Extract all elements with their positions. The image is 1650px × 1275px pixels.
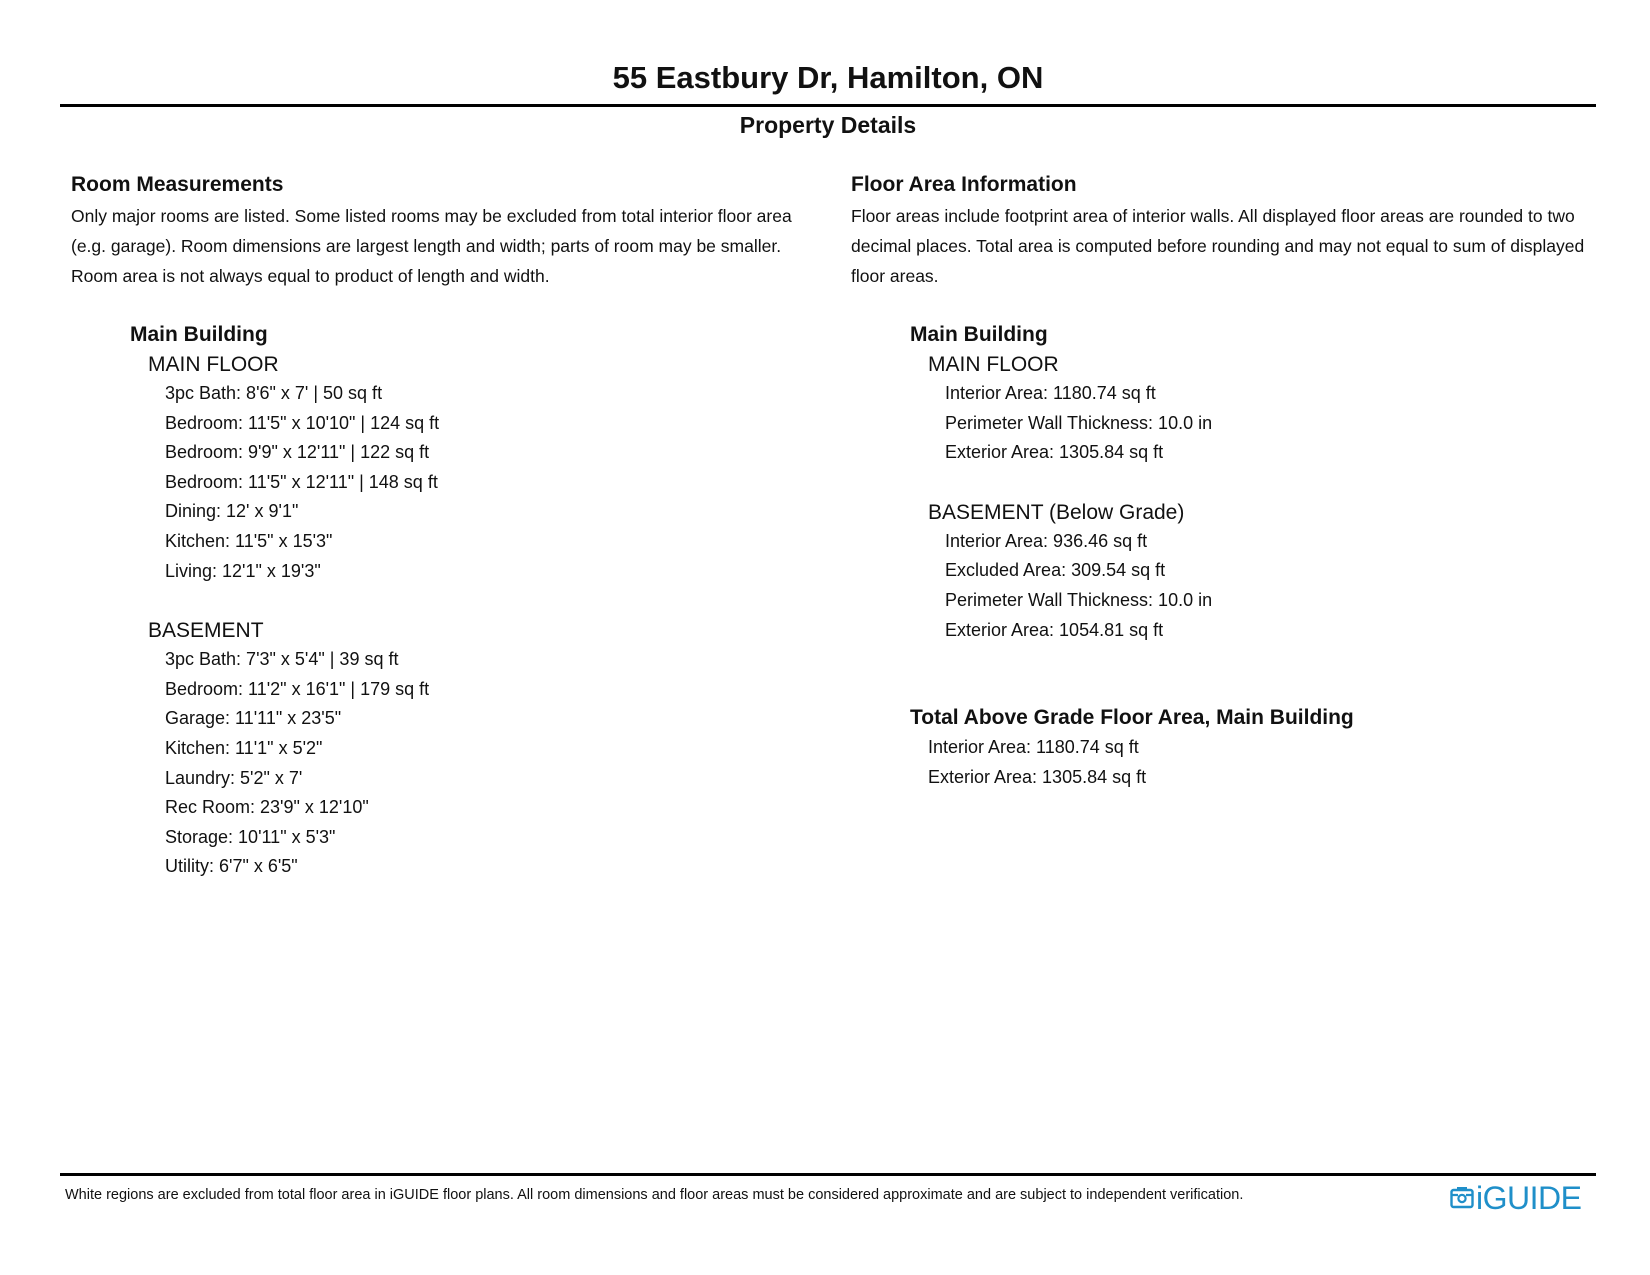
area-row: Interior Area: 936.46 sq ft [945, 530, 1148, 551]
page-title: 55 Eastbury Dr, Hamilton, ON [612, 60, 1044, 95]
total-area-row: Exterior Area: 1305.84 sq ft [928, 766, 1147, 787]
note-line: Floor areas include footprint area of interior walls. All displayed floor areas are rounded to two [851, 206, 1575, 226]
room-row: Living: 12'1" x 19'3" [165, 560, 321, 581]
floor-area-heading: Floor Area Information [851, 173, 1077, 196]
room-row: 3pc Bath: 7'3" x 5'4" | 39 sq ft [165, 649, 399, 670]
room-measurements-note [71, 201, 811, 291]
iguide-camera-icon [1450, 1186, 1474, 1210]
title-divider [60, 104, 1596, 107]
room-row: Storage: 10'11" x 5'3" [165, 826, 336, 847]
room-row: Bedroom: 11'5" x 10'10" | 124 sq ft [165, 412, 440, 433]
room-row: Utility: 6'7" x 6'5" [165, 856, 298, 877]
room-row: 3pc Bath: 8'6" x 7' | 50 sq ft [165, 383, 383, 403]
note-line: decimal places. Total area is computed before rounding and may not equal to sum of displayed [851, 236, 1585, 256]
note-line: (e.g. garage). Room dimensions are largest length and width; parts of room may be smaller. [71, 236, 782, 256]
floor-heading-basement: BASEMENT (Below Grade) [928, 500, 1185, 524]
note-line: floor areas. [851, 266, 939, 286]
floor-heading-main: MAIN FLOOR [148, 353, 279, 376]
room-row: Bedroom: 11'2" x 16'1" | 179 sq ft [165, 678, 430, 699]
total-area-row: Interior Area: 1180.74 sq ft [928, 737, 1139, 758]
room-row: Rec Room: 23'9" x 12'10" [165, 797, 369, 818]
room-row: Bedroom: 9'9" x 12'11" | 122 sq ft [165, 442, 430, 463]
room-row: Bedroom: 11'5" x 12'11" | 148 sq ft [165, 471, 438, 492]
area-row: Perimeter Wall Thickness: 10.0 in [945, 589, 1213, 610]
total-area-heading: Total Above Grade Floor Area, Main Building [910, 706, 1354, 730]
floor-area-section [851, 170, 1596, 792]
building-heading: Main Building [910, 323, 1048, 346]
room-row: Dining: 12' x 9'1" [165, 501, 299, 522]
page-subtitle: Property Details [739, 112, 917, 138]
room-measurements-section [71, 170, 811, 882]
building-heading: Main Building [130, 323, 268, 346]
area-row: Exterior Area: 1305.84 sq ft [945, 442, 1164, 463]
note-line: Room area is not always equal to product of length and width. [71, 266, 550, 286]
iguide-logo [1450, 1180, 1581, 1216]
footer-divider [60, 1173, 1596, 1176]
floor-heading-basement: BASEMENT [148, 619, 264, 643]
room-row: Kitchen: 11'1" x 5'2" [165, 737, 323, 758]
area-row: Perimeter Wall Thickness: 10.0 in [945, 412, 1213, 433]
section-spacer [71, 586, 811, 616]
area-row: Exterior Area: 1054.81 sq ft [945, 619, 1164, 640]
room-row: Kitchen: 11'5" x 15'3" [165, 530, 333, 551]
section-spacer [851, 468, 1596, 498]
area-row: Interior Area: 1180.74 sq ft [945, 383, 1156, 403]
room-row: Laundry: 5'2" x 7' [165, 767, 303, 788]
footer-disclaimer: White regions are excluded from total floor area in iGUIDE floor plans. All room dimensions and floor areas must be considered approximate and are subject to independent verification. [65, 1187, 1244, 1203]
note-line: Only major rooms are listed. Some listed rooms may be excluded from total interior floor area [71, 206, 792, 226]
room-row: Garage: 11'11" x 23'5" [165, 708, 342, 729]
section-spacer [851, 645, 1596, 703]
floor-area-note [851, 201, 1596, 291]
area-row: Excluded Area: 309.54 sq ft [945, 560, 1166, 581]
iguide-logo-text: iGUIDE [1476, 1180, 1582, 1216]
room-measurements-heading: Room Measurements [71, 173, 284, 196]
floor-heading-main: MAIN FLOOR [928, 353, 1059, 376]
